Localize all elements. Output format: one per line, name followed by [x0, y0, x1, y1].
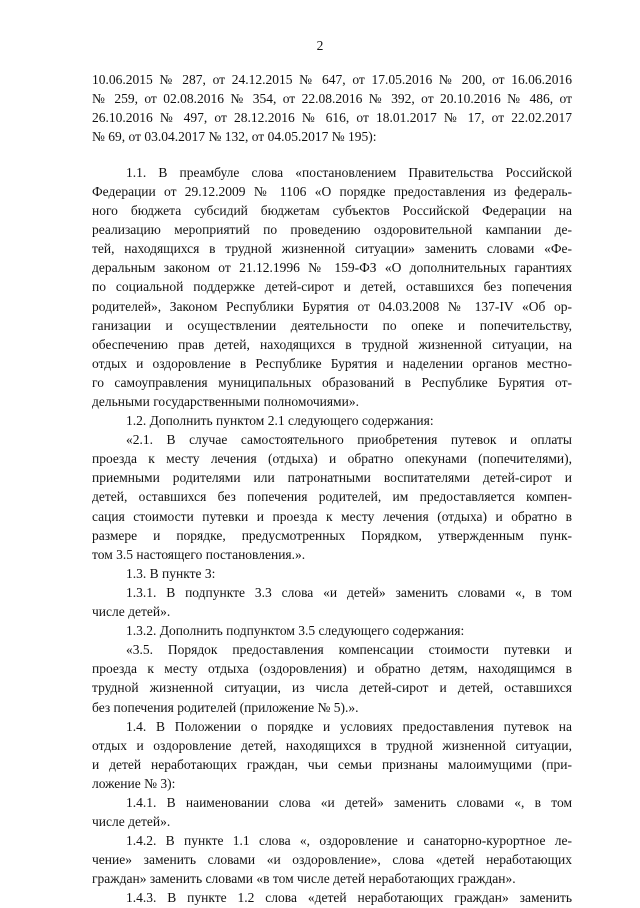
text-line: деральным законом от 21.12.1996 № 159-ФЗ «О дополнительных гарантиях [92, 260, 572, 276]
text-line: 1.4.1. В наименовании слова «и детей» заменить словами «, в том [126, 794, 572, 810]
document-body [92, 70, 572, 908]
text-line: родителей», Законом Республики Бурятия от 04.03.2008 № 137-IV «Об ор- [92, 298, 572, 314]
text-line: детей, оставшихся без попечения родителей, им предоставляется компен- [92, 489, 572, 505]
text-line: проезда к месту отдыха (оздоровления) и обратно детям, находящимся в [92, 661, 572, 677]
text-line: без попечения родителей (приложение № 5).». [92, 699, 359, 715]
text-line: по социальной поддержке детей-сирот и детей, оставшихся без попечения [92, 279, 572, 295]
text-line: чение» заменить словами «и оздоровление», слова «детей неработающих [92, 852, 572, 868]
text-line: 10.06.2015 № 287, от 24.12.2015 № 647, от 17.05.2016 № 200, от 16.06.2016 [92, 72, 572, 87]
text-line: «2.1. В случае самостоятельного приобретения путевок и оплаты [126, 432, 572, 448]
text-line: ного бюджета субсидий бюджетам субъектов Российской Федерации на [92, 203, 572, 219]
text-line: отдых и оздоровление детей, находящихся в трудной жизненной ситуации, [92, 737, 572, 753]
text-line: Федерации от 29.12.2009 № 1106 «О порядке предоставления из федераль- [92, 183, 572, 199]
text-line: ложение № 3): [92, 775, 176, 791]
text-line: 1.4. В Положении о порядке и условиях предоставления путевок на [126, 718, 572, 734]
text-line: «3.5. Порядок предоставления компенсации стоимости путевки и [126, 642, 572, 658]
text-line: 1.4.3. В пункте 1.2 слова «детей неработающих граждан» заменить [126, 890, 572, 906]
text-line: реализацию мероприятий по проведению оздоровительной кампании де- [92, 222, 572, 238]
text-line: ганизации и осуществлении деятельности по опеке и попечительству, [92, 317, 572, 333]
text-line: 1.3. В пункте 3: [126, 565, 216, 581]
text-line: тей, находящихся в трудной жизненной ситуации» заменить словами «Фе- [92, 241, 572, 257]
text-line: размере и порядке, предусмотренных Порядком, утвержденным пунк- [92, 527, 572, 543]
text-line: отдых и оздоровление в Республике Бурятия и наделении органов местно- [92, 355, 572, 371]
text-line: 1.4.2. В пункте 1.1 слова «, оздоровление и санаторно-курортное ле- [126, 833, 572, 849]
text-line: го самоуправления муниципальных образований в Республике Бурятия от- [92, 374, 572, 390]
text-line: числе детей». [92, 604, 171, 620]
text-line: 1.3.2. Дополнить подпунктом 3.5 следующего содержания: [126, 623, 465, 639]
text-line: том 3.5 настоящего постановления.». [92, 546, 306, 562]
text-line: 1.2. Дополнить пунктом 2.1 следующего содержания: [126, 413, 434, 429]
text-line: трудной жизненной ситуации, из числа детей-сирот и детей, оставшихся [92, 680, 572, 696]
text-line: и детей неработающих граждан, чьи семьи признаны малоимущими (при- [92, 756, 572, 772]
text-line: № 69, от 03.04.2017 № 132, от 04.05.2017 № 195): [92, 129, 377, 145]
text-line: 26.10.2016 № 497, от 28.12.2016 № 616, от 18.01.2017 № 17, от 22.02.2017 [92, 110, 572, 126]
page-number: 2 [316, 38, 324, 53]
text-line: проезда к месту лечения (отдыха) и обратно опекунами (попечителями), [92, 451, 572, 467]
text-line: числе детей». [92, 814, 171, 830]
text-line: дельными государственными полномочиями». [92, 394, 359, 409]
text-line: 1.3.1. В подпункте 3.3 слова «и детей» заменить словами «, в том [126, 584, 572, 600]
text-line: сация стоимости путевки и проезда к месту лечения (отдыха) и обратно в [92, 508, 572, 524]
text-line: 1.1. В преамбуле слова «постановлением Правительства Российской [126, 164, 572, 180]
text-line: приемными родителями или патронатными воспитателями детей-сирот и [92, 470, 572, 486]
text-line: № 259, от 02.08.2016 № 354, от 22.08.2016 № 392, от 20.10.2016 № 486, от [92, 91, 572, 107]
text-line: граждан» заменить словами «в том числе детей неработающих граждан». [92, 871, 516, 887]
text-line: обеспечению прав детей, находящихся в трудной жизненной ситуации, на [92, 336, 572, 352]
